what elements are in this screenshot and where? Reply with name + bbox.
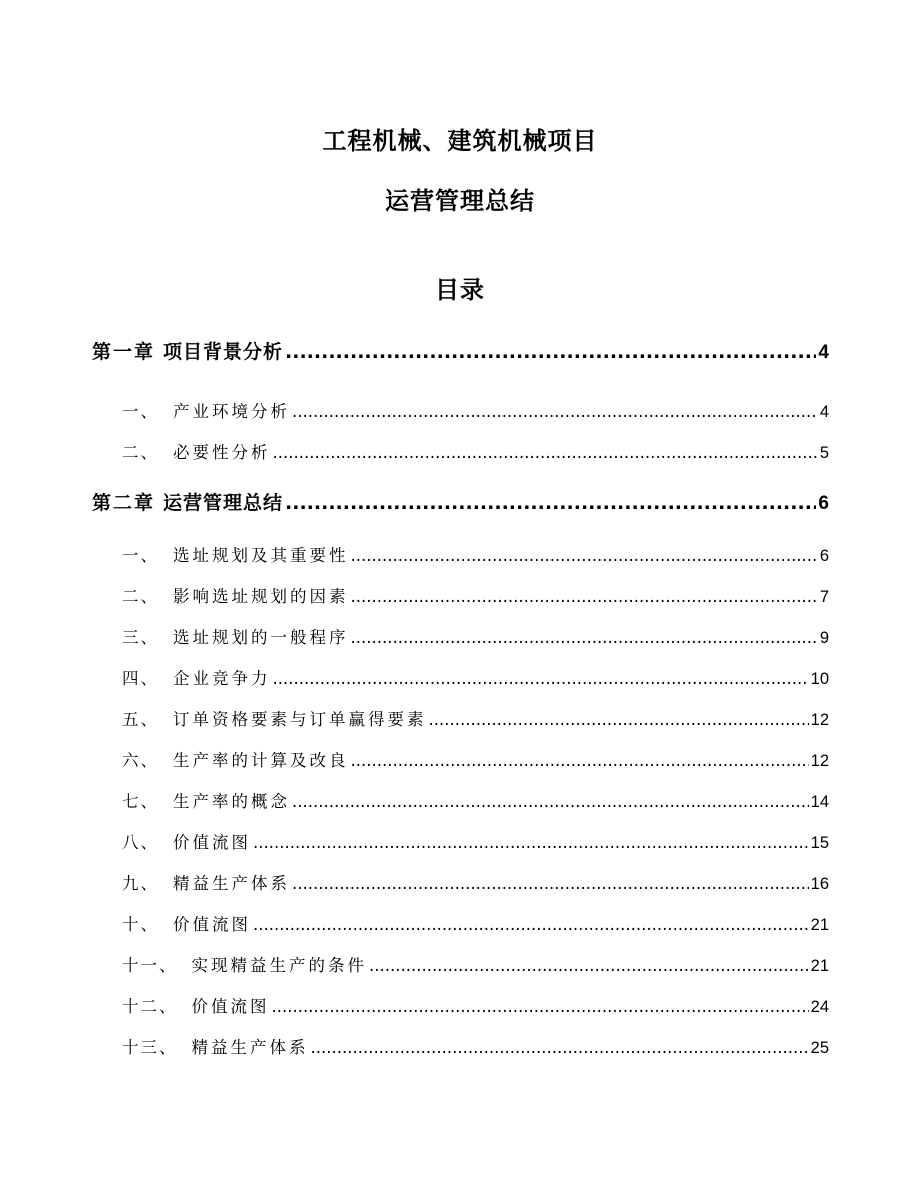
toc-entry-2-5[interactable] [122,706,829,730]
section-label: 选址规划及其重要性 [173,546,349,565]
page-number: 21 [810,916,829,934]
section-number: 二、 [122,443,159,462]
document-title: 工程机械、建筑机械项目 [322,127,598,155]
section-number: 十二、 [122,997,178,1016]
page-number: 14 [810,793,829,811]
section-label: 价值流图 [173,833,251,852]
leader-dots [253,833,809,852]
page-number: 16 [810,875,829,893]
section-number: 十一、 [122,956,178,975]
section-number: 四、 [122,669,159,688]
section-label: 产业环境分析 [173,402,290,421]
section-number: 六、 [122,751,159,770]
toc-entry-2-4[interactable] [122,665,829,689]
page-number: 15 [810,834,829,852]
leader-dots [429,710,809,729]
leader-dots [292,792,809,811]
leader-dots [292,402,818,421]
section-label: 订单资格要素与订单赢得要素 [173,710,427,729]
page-number: 12 [810,711,829,729]
leader-dots [273,443,818,462]
section-label: 企业竞争力 [173,669,271,688]
page-number: 5 [819,444,829,462]
chapter-label: 运营管理总结 [163,492,284,514]
toc-entry-2-11[interactable] [122,952,829,976]
page-number: 9 [819,629,829,647]
section-number: 八、 [122,833,159,852]
toc-chapter-2[interactable] [92,488,829,515]
document-subtitle: 运营管理总结 [385,187,535,215]
leader-dots [369,956,809,975]
section-number: 十三、 [122,1038,178,1057]
page-number: 7 [819,588,829,606]
page-number: 21 [810,957,829,975]
chapter-label: 项目背景分析 [163,341,284,363]
toc-entry-1-1[interactable] [122,398,829,422]
toc-entry-2-13[interactable] [122,1034,829,1058]
leader-dots [273,669,809,688]
leader-dots [351,628,818,647]
chapter-number: 第一章 [92,341,156,363]
section-label: 生产率的概念 [173,792,290,811]
toc-chapter-1[interactable] [92,337,829,364]
leader-dots [285,492,816,514]
page-number: 4 [818,342,829,363]
leader-dots [292,874,809,893]
section-label: 价值流图 [191,997,270,1016]
section-label: 必要性分析 [173,443,271,462]
section-number: 十、 [122,915,159,934]
toc-entry-2-7[interactable] [122,788,829,812]
section-label: 价值流图 [173,915,251,934]
toc-entry-2-6[interactable] [122,747,829,771]
section-label: 实现精益生产的条件 [191,956,367,975]
page-number: 24 [810,998,829,1016]
section-label: 精益生产体系 [173,874,290,893]
toc-entry-2-12[interactable] [122,993,829,1017]
page-number: 6 [819,547,829,565]
section-number: 三、 [122,628,159,647]
section-number: 七、 [122,792,159,811]
section-number: 五、 [122,710,159,729]
toc-heading: 目录 [435,276,485,304]
page-number: 6 [818,493,829,514]
leader-dots [311,1038,809,1057]
leader-dots [253,915,809,934]
page-number: 4 [819,403,829,421]
toc-entry-2-2[interactable] [122,583,829,607]
section-number: 九、 [122,874,159,893]
section-number: 二、 [122,587,159,606]
toc-entry-2-1[interactable] [122,542,829,566]
section-number: 一、 [122,402,159,421]
leader-dots [351,546,818,565]
section-label: 影响选址规划的因素 [173,587,349,606]
section-label: 选址规划的一般程序 [173,628,349,647]
chapter-number: 第二章 [92,492,156,514]
leader-dots [272,997,809,1016]
page-number: 10 [810,670,829,688]
leader-dots [351,587,818,606]
toc-entry-2-3[interactable] [122,624,829,648]
toc-entry-2-10[interactable] [122,911,829,935]
page-number: 12 [810,752,829,770]
section-label: 生产率的计算及改良 [173,751,349,770]
leader-dots [285,341,816,363]
toc-entry-2-8[interactable] [122,829,829,853]
leader-dots [351,751,809,770]
section-label: 精益生产体系 [191,1038,309,1057]
page-number: 25 [810,1039,829,1057]
section-number: 一、 [122,546,159,565]
toc-entry-2-9[interactable] [122,870,829,894]
toc-entry-1-2[interactable] [122,439,829,463]
